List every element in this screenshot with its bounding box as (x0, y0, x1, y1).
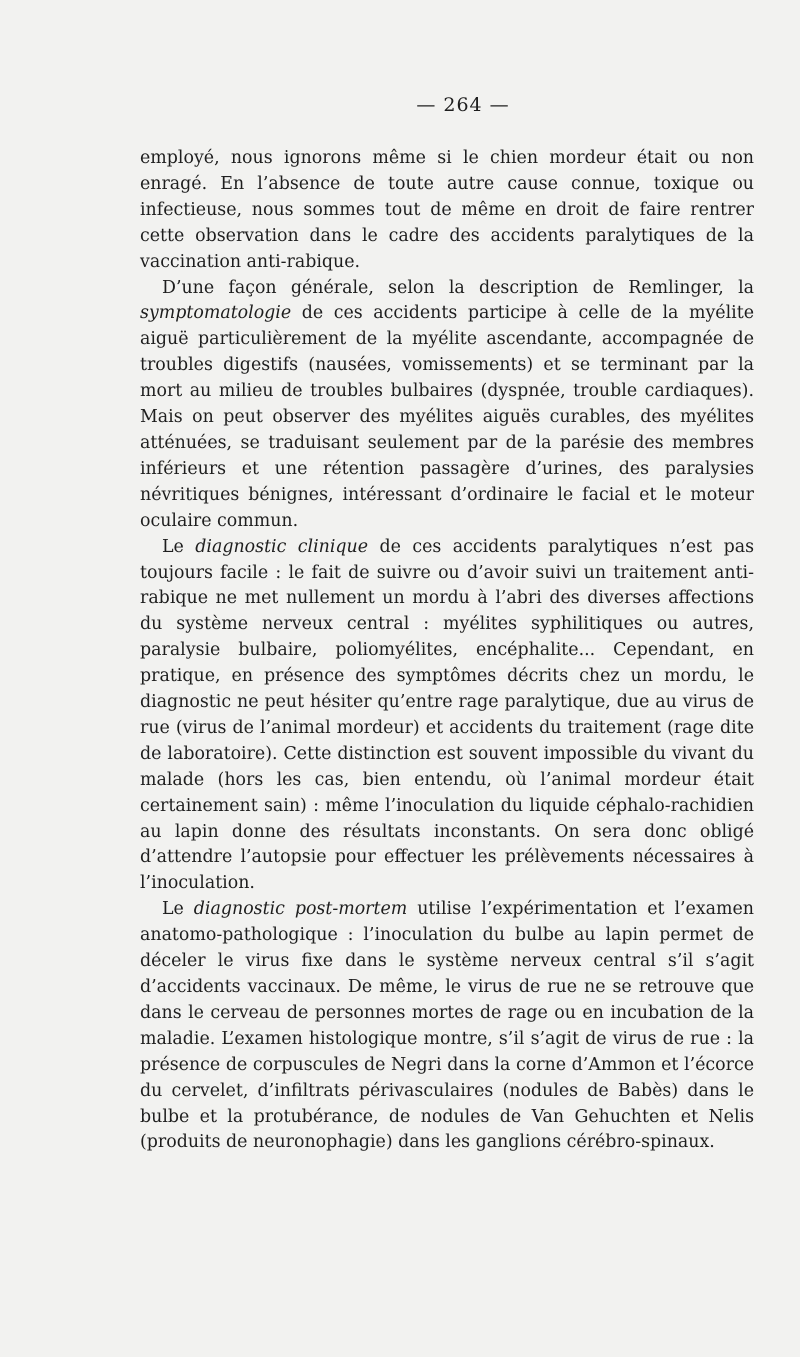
term-symptomatologie: symptomatologie (140, 303, 292, 324)
paragraph-3-text-b: de ces accidents paralytiques n’est pas toujours facile : le fait de suivre ou d’avoir suivi un traitement anti-rabique ne met nullement un mordu à l’abri des diverses affections du système nerveux central : myélites syphilitiques ou autres, paralysie bulbaire, poliomyélites, encéphalite... Cependant, en pratique, en présence des symptômes décrits chez un mordu, le diagnostic ne peut hésiter qu’entre rage paralytique, due au virus de rue (virus de l’animal mordeur) et accidents du traitement (rage dite de laboratoire). Cette distinction est souvent impossible du vivant du malade (hors les cas, bien entendu, où l’animal mordeur était certainement sain) : même l’inoculation du liquide céphalo-rachidien au lapin donne des résultats inconstants. On sera donc obligé d’attendre l’autopsie pour effectuer les prélèvements nécessaires à l’inoculation. (140, 536, 754, 894)
paragraph-1 (140, 146, 754, 276)
paragraph-2 (140, 276, 754, 535)
term-diagnostic-post-mortem: diagnostic post-mortem (193, 899, 408, 920)
paragraph-3-text-a: Le (162, 536, 196, 557)
paragraph-1-text: employé, nous ignorons même si le chien mordeur était ou non enragé. En l’absence de toute autre cause connue, toxique ou infectieuse, nous sommes tout de même en droit de faire rentrer cette observation dans le cadre des accidents paralytiques de la vaccination anti-rabique. (140, 148, 754, 272)
term-diagnostic-clinique: diagnostic clinique (195, 536, 369, 557)
body-text (140, 146, 754, 1156)
paragraph-2-text-b: de ces accidents participe à celle de la myélite aiguë particulièrement de la myélite ascendante, accompagnée de troubles digestifs (nausées, vomissements) et se terminant par la mort au milieu de troubles bulbaires (dyspnée, trouble cardiaques). Mais on peut observer des myélites aiguës curables, des myélites atténuées, se traduisant seulement par de la parésie des membres inférieurs et une rétention passagère d’urines, des paralysies névritiques bénignes, intéressant d’ordinaire le facial et le moteur oculaire commun. (140, 303, 754, 531)
page-number: — 264 — (416, 94, 510, 116)
paragraph-4-text-a: Le (162, 899, 194, 920)
paragraph-3 (140, 535, 754, 898)
paragraph-4-text-b: utilise l’expérimentation et l’examen anatomo-pathologique : l’inoculation du bulbe au lapin permet de déceler le virus fixe dans le système nerveux central s’il s’agit d’accidents vaccinaux. De même, le virus de rue ne se retrouve que dans le cerveau de personnes mortes de rage ou en incubation de la maladie. L’examen histologique montre, s’il s’agit de virus de rue : la présence de corpuscules de Negri dans la corne d’Ammon et l’écorce du cervelet, d’infiltrats périvasculaires (nodules de Babès) dans le bulbe et la protubérance, de nodules de Van Gehuchten et Nelis (produits de neuronophagie) dans les ganglions cérébro-spinaux. (140, 899, 755, 1153)
paragraph-4 (140, 897, 754, 1156)
paragraph-2-text-a: D’une façon générale, selon la description de Remlinger, la (162, 277, 754, 298)
